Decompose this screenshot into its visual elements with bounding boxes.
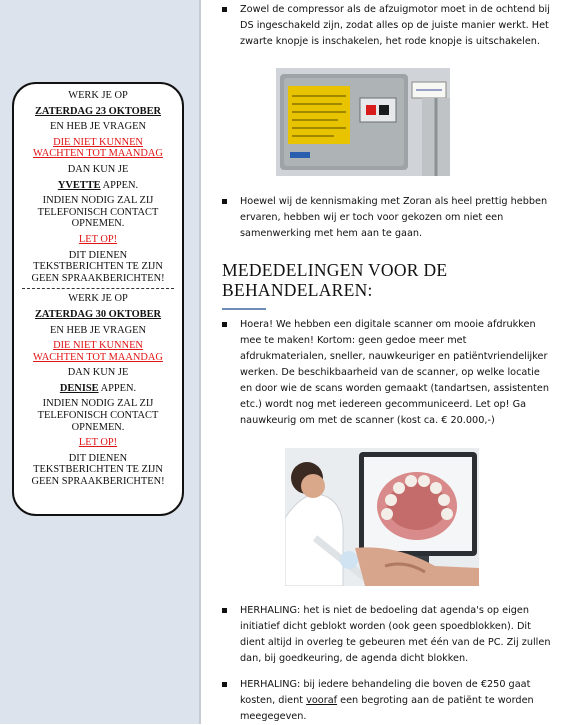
notice-warning-text: DIE NIET KUNNEN <box>53 136 143 148</box>
notice-text: DIT DIENEN <box>68 452 128 464</box>
bullet-text: HERHALING: het is niet de bedoeling dat agenda's op eigen initiatief dicht geblokt worden (ook geen spoedblokken). Dit dient altijd in overleg te gebeuren met één van de PC. Zij zullen dan, bij goedkeuring, de agenda dicht blokken. <box>240 605 551 664</box>
scanner-photo <box>285 448 479 586</box>
bullet-square-icon <box>222 608 227 613</box>
notice-warning-text: WACHTEN TOT MAANDAG <box>33 351 163 363</box>
intraoral-scanner-image <box>285 448 479 586</box>
bullet-square-icon <box>222 199 227 204</box>
notice-text: WERK JE OP <box>68 293 128 305</box>
notice-text: DAN KUN JE <box>67 163 129 175</box>
compressor-photo <box>276 68 450 176</box>
notice-text: TELEFONISCH CONTACT <box>37 410 159 422</box>
bullet-text: Hoera! We hebben een digitale scanner om mooie afdrukken mee te maken! Kortom: geen gedoe meer met afdrukmaterialen, sneller, nauwkeuriger en patiëntvriendelijker werken. De beschikbaarheid van de scanner, op welke locatie en door wie de scans worden gemaakt (tandartsen, assistenten etc.) wordt nog met iedereen gecommuniceerd. Let op! Ga nauwkeurig om met de scanner (kost ca. € 20.000,-) <box>240 319 549 426</box>
notice-text: GEEN SPRAAKBERICHTEN! <box>31 476 165 488</box>
bullet-text: Zowel de compressor als de afzuigmotor moet in de ochtend bij DS ingeschakeld zijn, zodat alles op de juiste manier werkt. Het zwarte knopje is inschakelen, het rode knopje is uitschakelen. <box>240 4 550 47</box>
bullet-begroting <box>222 677 552 725</box>
notice-text: TEKSTBERICHTEN TE ZIJN <box>33 261 163 273</box>
bullet-square-icon <box>222 7 227 12</box>
notice-text: EN HEB JE VRAGEN <box>50 324 146 336</box>
notice-text: DAN KUN JE <box>67 367 129 379</box>
notice-warning-text: LET OP! <box>78 233 118 245</box>
notice-warning-text: WACHTEN TOT MAANDAG <box>33 148 163 160</box>
notice-text: TELEFONISCH CONTACT <box>37 206 159 218</box>
heading-underline <box>222 308 266 310</box>
notice-contact-name: DENISE <box>59 382 99 394</box>
notice-text: APPEN. <box>100 179 139 191</box>
bullet-text-part: HERHALING: bij iedere behandeling die boven de €250 gaat kosten, dient <box>240 679 531 706</box>
notice-text: OPNEMEN. <box>71 421 125 433</box>
notice-text: EN HEB JE VRAGEN <box>50 121 146 133</box>
notice-warning-text: DIE NIET KUNNEN <box>53 340 143 352</box>
sidebar-divider <box>199 0 201 724</box>
notice-date: ZATERDAG 30 OKTOBER <box>34 308 162 320</box>
notice-text: OPNEMEN. <box>71 218 125 230</box>
weekend-notice-box <box>12 82 184 516</box>
bullet-text: Hoewel wij de kennismaking met Zoran als heel prettig hebben ervaren, hebben wij er toch voor gekozen om niet een samenwerking met hem aan te gaan. <box>240 196 548 239</box>
bullet-compressor <box>222 2 552 50</box>
bullet-square-icon <box>222 682 227 687</box>
notice-contact-line <box>14 180 182 192</box>
notice-contact-name: YVETTE <box>57 179 101 191</box>
section-heading <box>222 260 552 300</box>
notice-block-2 <box>14 293 182 487</box>
notice-text: INDIEN NODIG ZAL ZIJ <box>42 195 154 207</box>
notice-text: INDIEN NODIG ZAL ZIJ <box>42 398 154 410</box>
compressor-panel-image <box>276 68 450 176</box>
notice-block-1 <box>14 90 182 284</box>
bullet-agenda <box>222 603 552 667</box>
bullet-square-icon <box>222 322 227 327</box>
notice-contact-line <box>14 383 182 395</box>
notice-text: APPEN. <box>98 382 137 394</box>
notice-text: WERK JE OP <box>68 90 128 101</box>
bullet-text <box>240 677 552 725</box>
notice-text: TEKSTBERICHTEN TE ZIJN <box>33 464 163 476</box>
bullet-text-emphasis: vooraf <box>306 695 338 706</box>
notice-text: DIT DIENEN <box>68 249 128 261</box>
heading-line: BEHANDELAREN: <box>222 280 373 300</box>
notice-separator <box>22 288 174 289</box>
notice-warning-text: LET OP! <box>78 437 118 449</box>
heading-line: MEDEDELINGEN VOOR DE <box>222 260 448 280</box>
bullet-text-part: een begroting aan de patiënt te worden meegegeven. <box>240 695 534 722</box>
bullet-scanner <box>222 317 552 429</box>
notice-date: ZATERDAG 23 OKTOBER <box>34 105 162 117</box>
bullet-zoran <box>222 194 552 242</box>
notice-text: GEEN SPRAAKBERICHTEN! <box>31 272 165 284</box>
